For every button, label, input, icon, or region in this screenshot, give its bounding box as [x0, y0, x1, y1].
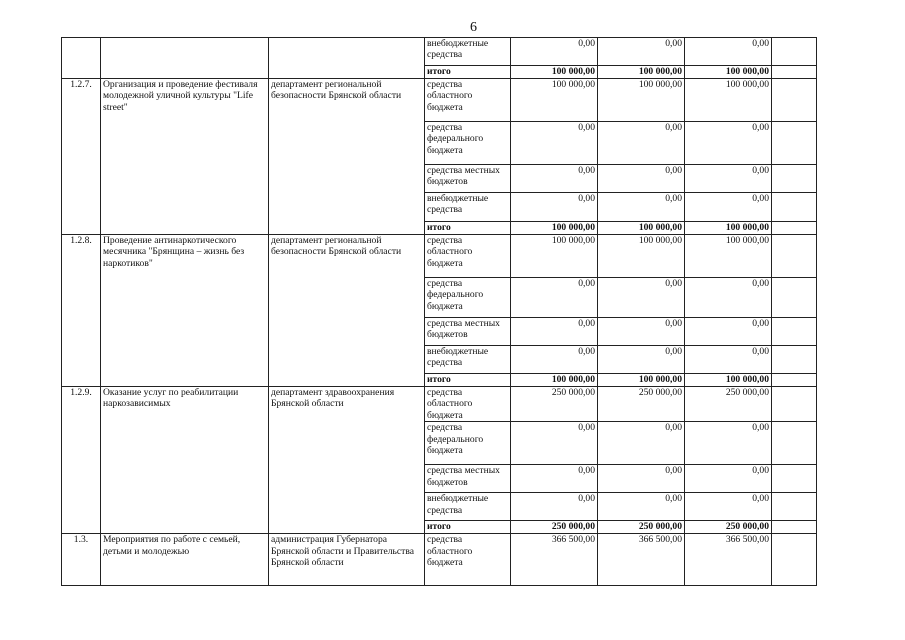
- empty-cell: [772, 387, 817, 422]
- value-cell: 0,00: [511, 318, 598, 346]
- item-executor: администрация Губернатора Брянской области и Правительства Брянской области: [269, 534, 425, 586]
- value-cell: 0,00: [598, 278, 685, 318]
- value-cell: 0,00: [511, 465, 598, 493]
- empty-cell: [772, 465, 817, 493]
- empty-cell: [772, 165, 817, 193]
- source-cell: внебюджетные средства: [425, 493, 511, 521]
- total-label-cell: итого: [425, 66, 511, 79]
- page-number: 6: [470, 20, 477, 35]
- empty-cell: [772, 318, 817, 346]
- total-value-cell: 100 000,00: [598, 222, 685, 235]
- total-label-cell: итого: [425, 222, 511, 235]
- value-cell: 0,00: [598, 318, 685, 346]
- value-cell: 0,00: [685, 346, 772, 374]
- value-cell: 0,00: [598, 493, 685, 521]
- value-cell: 0,00: [511, 278, 598, 318]
- value-cell: 0,00: [598, 165, 685, 193]
- empty-cell: [772, 521, 817, 534]
- name-cell: [101, 38, 269, 79]
- value-cell: 0,00: [598, 465, 685, 493]
- total-value-cell: 100 000,00: [685, 66, 772, 79]
- executor-cell: [269, 38, 425, 79]
- item-number: 1.2.7.: [62, 79, 101, 235]
- value-cell: 0,00: [685, 165, 772, 193]
- value-cell: 0,00: [511, 493, 598, 521]
- empty-cell: [772, 79, 817, 122]
- item-number: 1.2.8.: [62, 235, 101, 387]
- value-cell: 0,00: [511, 346, 598, 374]
- value-cell: 0,00: [685, 318, 772, 346]
- empty-cell: [772, 122, 817, 165]
- item-executor: департамент здравоохранения Брянской области: [269, 387, 425, 534]
- value-cell: 0,00: [598, 122, 685, 165]
- empty-cell: [772, 235, 817, 278]
- value-cell: 0,00: [598, 346, 685, 374]
- item-name: Мероприятия по работе с семьей, детьми и молодежью: [101, 534, 269, 586]
- value-cell: 366 500,00: [685, 534, 772, 586]
- value-cell: 0,00: [511, 38, 598, 66]
- value-cell: 0,00: [685, 278, 772, 318]
- value-cell: 0,00: [685, 493, 772, 521]
- number-cell: [62, 38, 101, 79]
- total-value-cell: 100 000,00: [685, 222, 772, 235]
- total-value-cell: 100 000,00: [511, 222, 598, 235]
- table-row: [62, 79, 817, 122]
- value-cell: 250 000,00: [685, 387, 772, 422]
- value-cell: 0,00: [598, 38, 685, 66]
- total-value-cell: 100 000,00: [685, 374, 772, 387]
- value-cell: 0,00: [598, 193, 685, 222]
- empty-cell: [772, 66, 817, 79]
- total-value-cell: 250 000,00: [685, 521, 772, 534]
- value-cell: 0,00: [685, 193, 772, 222]
- value-cell: 0,00: [685, 465, 772, 493]
- source-cell: внебюджетные средства: [425, 346, 511, 374]
- source-cell: средства местных бюджетов: [425, 465, 511, 493]
- source-cell: средства местных бюджетов: [425, 318, 511, 346]
- source-cell: внебюджетные средства: [425, 38, 511, 66]
- item-name: Организация и проведение фестиваля молодежной уличной культуры "Life street": [101, 79, 269, 235]
- empty-cell: [772, 222, 817, 235]
- value-cell: 0,00: [685, 422, 772, 465]
- total-value-cell: 100 000,00: [511, 66, 598, 79]
- empty-cell: [772, 534, 817, 586]
- empty-cell: [772, 193, 817, 222]
- source-cell: средства областного бюджета: [425, 387, 511, 422]
- source-cell: средства областного бюджета: [425, 534, 511, 586]
- value-cell: 366 500,00: [598, 534, 685, 586]
- value-cell: 100 000,00: [598, 79, 685, 122]
- total-value-cell: 100 000,00: [598, 66, 685, 79]
- value-cell: 100 000,00: [511, 79, 598, 122]
- item-number: 1.3.: [62, 534, 101, 586]
- value-cell: 0,00: [685, 122, 772, 165]
- budget-table: [61, 37, 817, 586]
- value-cell: 0,00: [598, 422, 685, 465]
- source-cell: средства федерального бюджета: [425, 422, 511, 465]
- source-cell: средства федерального бюджета: [425, 122, 511, 165]
- item-name: Проведение антинаркотического месячника "Брянщина – жизнь без наркотиков": [101, 235, 269, 387]
- total-value-cell: 250 000,00: [598, 521, 685, 534]
- total-label-cell: итого: [425, 374, 511, 387]
- empty-cell: [772, 278, 817, 318]
- total-value-cell: 250 000,00: [511, 521, 598, 534]
- value-cell: 100 000,00: [598, 235, 685, 278]
- value-cell: 100 000,00: [685, 79, 772, 122]
- source-cell: средства местных бюджетов: [425, 165, 511, 193]
- value-cell: 100 000,00: [685, 235, 772, 278]
- source-cell: внебюджетные средства: [425, 193, 511, 222]
- total-value-cell: 100 000,00: [598, 374, 685, 387]
- source-cell: средства областного бюджета: [425, 79, 511, 122]
- empty-cell: [772, 493, 817, 521]
- source-cell: средства областного бюджета: [425, 235, 511, 278]
- item-name: Оказание услуг по реабилитации наркозависимых: [101, 387, 269, 534]
- table-row: [62, 38, 817, 66]
- total-label-cell: итого: [425, 521, 511, 534]
- table-row: [62, 235, 817, 278]
- table-row: [62, 534, 817, 586]
- empty-cell: [772, 422, 817, 465]
- value-cell: 250 000,00: [511, 387, 598, 422]
- value-cell: 0,00: [685, 38, 772, 66]
- value-cell: 250 000,00: [598, 387, 685, 422]
- empty-cell: [772, 38, 817, 66]
- total-value-cell: 100 000,00: [511, 374, 598, 387]
- value-cell: 0,00: [511, 422, 598, 465]
- value-cell: 0,00: [511, 193, 598, 222]
- value-cell: 0,00: [511, 165, 598, 193]
- empty-cell: [772, 374, 817, 387]
- item-executor: департамент региональной безопасности Брянской области: [269, 79, 425, 235]
- item-executor: департамент региональной безопасности Брянской области: [269, 235, 425, 387]
- source-cell: средства федерального бюджета: [425, 278, 511, 318]
- value-cell: 0,00: [511, 122, 598, 165]
- table-row: [62, 387, 817, 422]
- item-number: 1.2.9.: [62, 387, 101, 534]
- value-cell: 100 000,00: [511, 235, 598, 278]
- empty-cell: [772, 346, 817, 374]
- value-cell: 366 500,00: [511, 534, 598, 586]
